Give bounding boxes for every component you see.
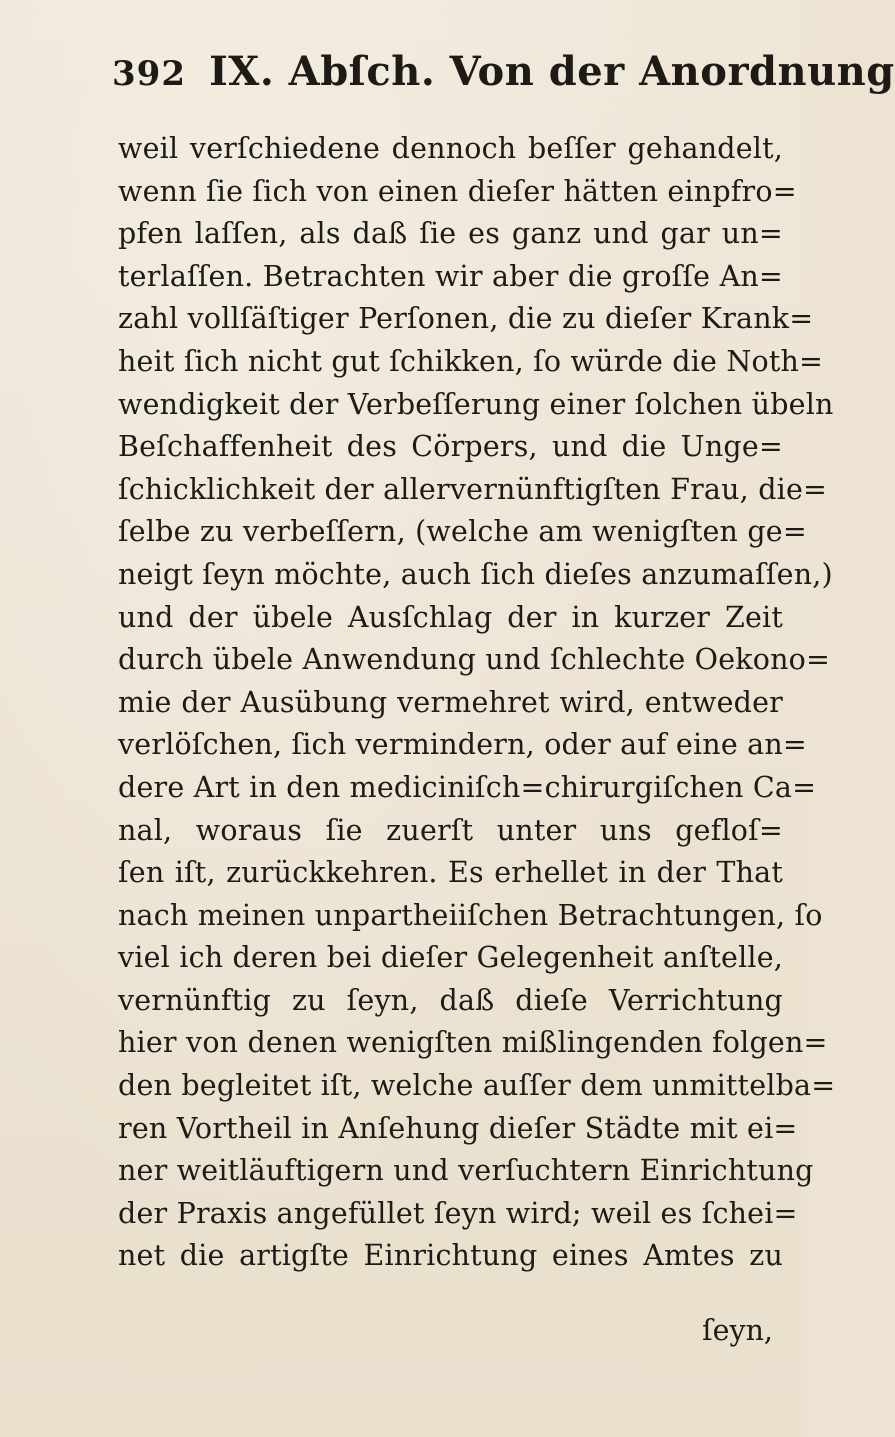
text-line: der Praxis angefüllet ſeyn wird; weil es ſchei= bbox=[118, 1196, 798, 1230]
text-line: ſchicklichkeit der allervernünftigſten Frau, die= bbox=[118, 472, 828, 506]
page-header bbox=[112, 48, 895, 108]
text-line: wenn ſie ſich von einen dieſer hätten einpfro= bbox=[118, 174, 797, 208]
text-line: durch übele Anwendung und ſchlechte Oekono= bbox=[118, 643, 831, 677]
text-line: neigt ſeyn möchte, auch ſich dieſes anzumaſſen,) bbox=[118, 557, 833, 591]
body-text bbox=[118, 128, 836, 1278]
page-number: 392 bbox=[112, 54, 186, 94]
text-line: ſelbe zu verbeſſern, (welche am wenigſten ge= bbox=[118, 515, 807, 549]
text-line: nach meinen unpartheiiſchen Betrachtungen, ſo bbox=[118, 898, 823, 932]
running-head: IX. Abſch. Von der Anordnung bbox=[209, 48, 895, 95]
text-line: ſen iſt, zurückkehren. Es erhellet in der That bbox=[118, 856, 783, 890]
text-line: dere Art in den mediciniſch=chirurgiſchen Ca= bbox=[118, 770, 817, 804]
text-line: net die artigſte Einrichtung eines Amtes zu bbox=[118, 1239, 783, 1273]
text-line: und der übele Ausſchlag der in kurzer Zeit bbox=[118, 600, 783, 634]
text-line: zahl vollſäſtiger Perſonen, die zu dieſer Krank= bbox=[118, 302, 814, 336]
text-line: pfen laſſen, als daß ſie es ganz und gar un= bbox=[118, 217, 783, 251]
text-line: vernünftig zu ſeyn, daß dieſe Verrichtung bbox=[118, 983, 783, 1017]
text-line: wendigkeit der Verbeſſerung einer ſolchen übeln bbox=[118, 387, 834, 421]
text-line: ner weitläuftigern und verſuchtern Einrichtung bbox=[118, 1154, 814, 1188]
text-line: verlöſchen, ſich vermindern, oder auf eine an= bbox=[118, 728, 807, 762]
text-line: nal, woraus ſie zuerſt unter uns gefloſ= bbox=[118, 813, 783, 847]
text-line: hier von denen wenigſten mißlingenden folgen= bbox=[118, 1026, 828, 1060]
text-line: weil verſchiedene dennoch beſſer gehandelt, bbox=[118, 132, 783, 165]
text-line: ren Vortheil in Anſehung dieſer Städte mit ei= bbox=[118, 1111, 798, 1145]
text-line: viel ich deren bei dieſer Gelegenheit anſtelle, bbox=[118, 941, 784, 975]
text-line: terlaſſen. Betrachten wir aber die groſſe An= bbox=[118, 259, 783, 293]
text-line: mie der Ausübung vermehret wird, entweder bbox=[118, 685, 783, 719]
catchword: ſeyn, bbox=[702, 1314, 773, 1347]
text-line: heit ſich nicht gut ſchikken, ſo würde die Noth= bbox=[118, 344, 824, 378]
text-line: den begleitet iſt, welche auſſer dem unmittelba= bbox=[118, 1069, 836, 1103]
text-line: Beſchaffenheit des Cörpers, und die Unge= bbox=[118, 430, 783, 464]
